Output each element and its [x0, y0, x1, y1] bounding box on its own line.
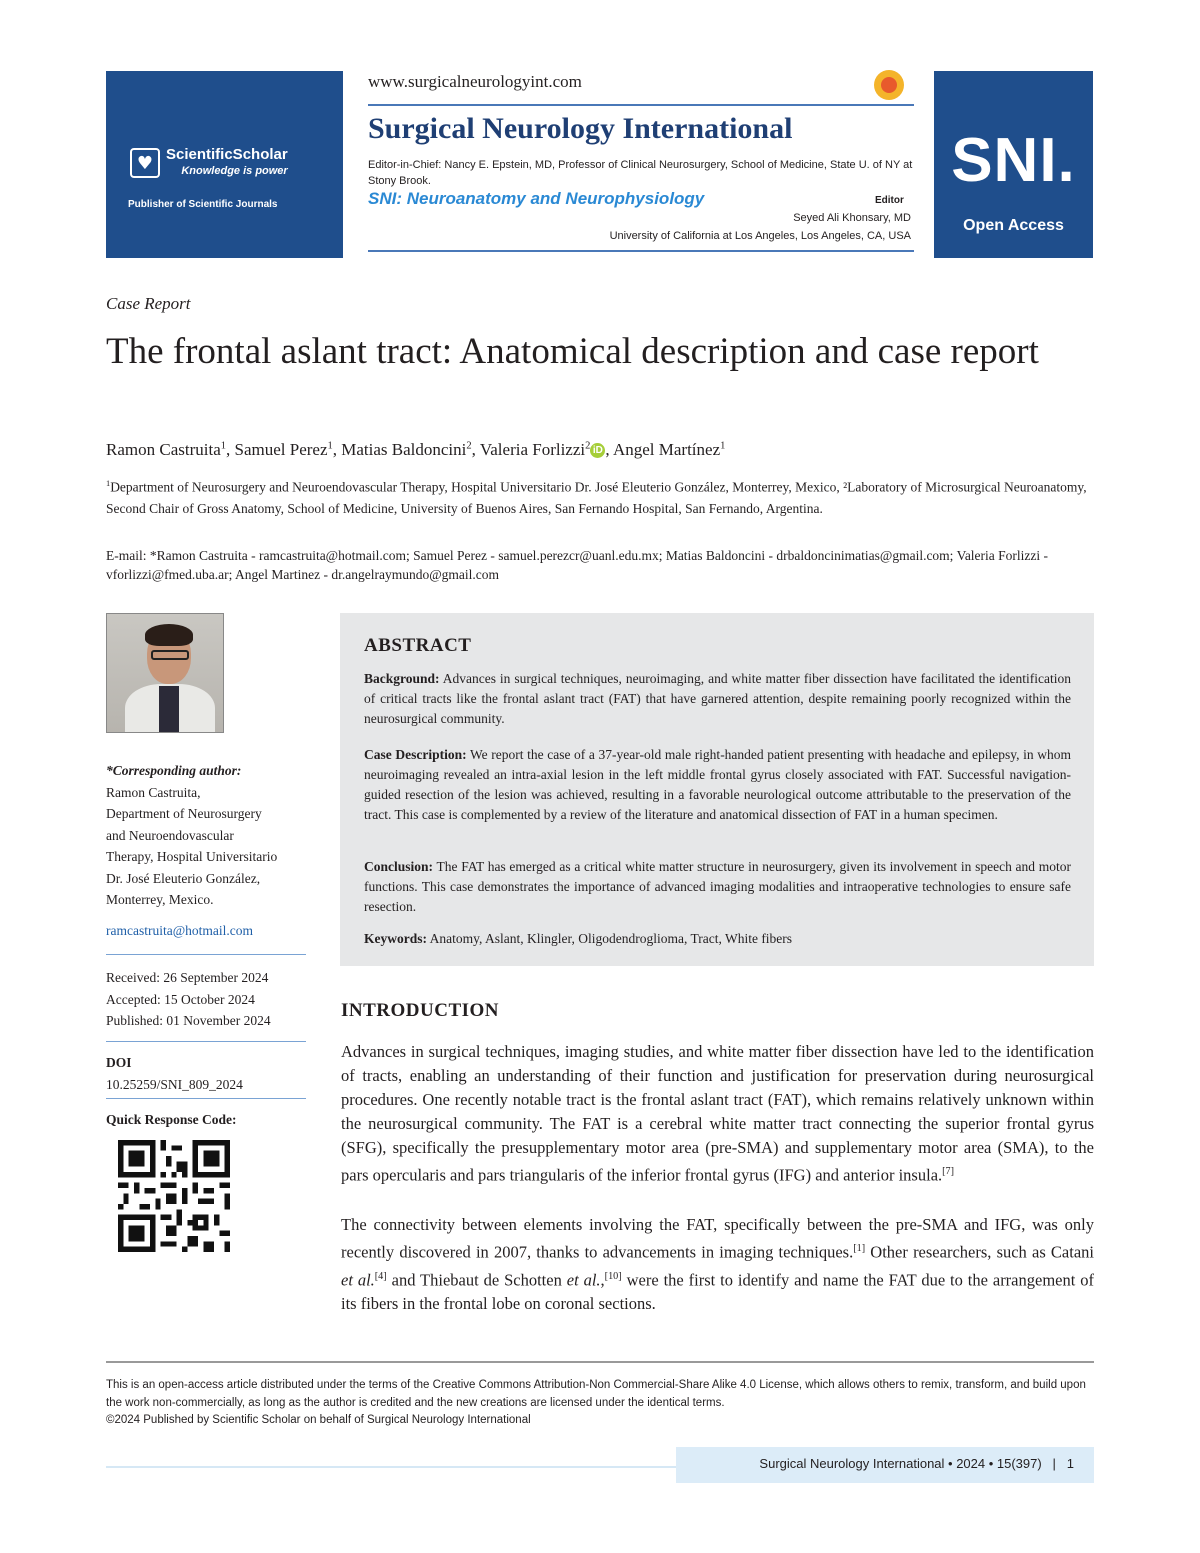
open-access-label: Open Access — [963, 217, 1064, 234]
editor-in-chief: Editor-in-Chief: Nancy E. Epstein, MD, Professor of Clinical Neurosurgery, School of Medicine, State U. of NY at Stony Brook. — [368, 159, 913, 187]
author-list: Ramon Castruita$^1$, Samuel Perez$^1$, Matias Baldoncini$^2$, Valeria Forlizzi$^2$ iD , Angel Martínez$^1$ — [106, 440, 726, 459]
introduction-paragraph: The connectivity between elements involving the FAT, specifically between the pre-SMA and IFG, was only recently discovered in 2007, thanks to advancements in imaging techniques.[1] Other researchers, such as Catani et al.[4] and Thiebaut de Schotten et al.,[10] were the first to identify and name the FAT due to the arrangement of its fibers in the frontal lobe on coronal sections. — [341, 1215, 1094, 1313]
journal-title: Surgical Neurology International — [368, 112, 793, 145]
editor-label: Editor — [875, 195, 904, 206]
header-divider — [368, 104, 914, 106]
article-type: Case Report — [106, 294, 191, 313]
citation-link[interactable]: [4] — [374, 1270, 387, 1282]
abstract-conclusion: Conclusion: The FAT has emerged as a critical white matter structure in neurosurgery, given its involvement in speech and motor functions. This case demonstrates the importance of advanced imaging modalities and intraoperative technologies to ensure safe resection. — [364, 859, 1071, 914]
author-emails: E-mail: *Ramon Castruita - ramcastruita@hotmail.com; Samuel Perez - samuel.perezcr@uanl.edu.mx; Matias Baldoncini - drbaldoncinimatias@gmail.com; Valeria Forlizzi - vforlizzi@fmed.uba.ar; Angel Martinez - dr.angelraymundo@gmail.com — [106, 548, 1049, 582]
article-title: The frontal aslant tract: Anatomical description and case report — [106, 331, 1039, 372]
abstract-box — [340, 613, 1094, 966]
publisher-logo — [130, 147, 288, 179]
author-name: Ramon Castruita — [106, 440, 221, 459]
author-name: Samuel Perez — [234, 440, 328, 459]
author-photo — [106, 613, 224, 733]
doi: DOI 10.25259/SNI_809_2024 — [106, 1052, 306, 1095]
license-text: This is an open-access article distributed under the terms of the Creative Commons Attribution-Non Commercial-Share Alike 4.0 License, which allows others to remix, transform, and build upon the work non-commercially, as long as the author is credited and the new creations are licensed under the identical terms. ©2024 Published by Scientific Scholar on behalf of Surgical Neurology International — [106, 1379, 1086, 1426]
publisher-tagline: Knowledge is power — [181, 165, 288, 177]
editor-affiliation: University of California at Los Angeles, Los Angeles, CA, USA — [609, 230, 911, 242]
sidebar-divider — [106, 954, 306, 955]
abstract-case-description: Case Description: We report the case of a 37-year-old male right-handed patient presenting with headache and epilepsy, in whom neuroimaging revealed an intra-axial lesion in the left middle frontal gyrus closely associated with FAT. Successful navigation-guided resection of the lesion was achieved, resulting in a favorable neurological outcome attributable to the preservation of the tract. This case is complemented by a review of the literature and anatomical dissection of FAT in a human specimen. — [364, 747, 1072, 822]
publisher-caption: Publisher of Scientific Journals — [128, 199, 278, 210]
publisher-logo-box — [106, 71, 343, 258]
citation-link[interactable]: [7] — [942, 1166, 955, 1177]
footer-citation-box: Surgical Neurology International • 2024 • 15(397) | 1 — [676, 1447, 1094, 1483]
introduction-heading: INTRODUCTION — [341, 1000, 500, 1021]
corresponding-author: *Corresponding author: Ramon Castruita, Department of Neurosurgery and Neuroendovascular Therapy, Hospital Universitario Dr. José Eleuterio González, Monterrey, Mexico. — [106, 763, 278, 907]
footer-citation: Surgical Neurology International • 2024 • 15(397) — [759, 1456, 1042, 1471]
page-number: 1 — [1066, 1456, 1074, 1471]
editor-name: Seyed Ali Khonsary, MD — [793, 212, 911, 224]
journal-section: SNI: Neuroanatomy and Neurophysiology — [368, 189, 705, 208]
citation-link[interactable]: [10] — [604, 1270, 622, 1282]
corresponding-email-link[interactable]: ramcastruita@hotmail.com — [106, 923, 254, 938]
qr-label: Quick Response Code: — [106, 1112, 237, 1127]
abstract-keywords: Keywords: Anatomy, Aslant, Klingler, Oligodendroglioma, Tract, White fibers — [364, 931, 793, 946]
abstract-heading: ABSTRACT — [364, 635, 472, 656]
introduction-paragraph: Advances in surgical techniques, imaging studies, and white matter fiber dissection have led to the identification of tracts, enabling an understanding of their function and justification for preservation during neurosurgical procedures. One recently notable tract is the frontal aslant tract (FAT), which remains relatively unknown within the neurosurgical community. The FAT is a cerebral white matter tract connecting the superior frontal gyrus (SFG), specifically the presupplementary motor area (pre-SMA) and supplementary motor area (SMA), to the pars opercularis and pars triangularis of the inferior frontal gyrus (IFG) and anterior insula.[7] — [341, 1042, 1094, 1185]
footer-band — [106, 1466, 676, 1468]
sni-logo: SNI. — [951, 126, 1076, 195]
doi-link[interactable]: 10.25259/SNI_809_2024 — [106, 1076, 243, 1092]
author-name: Matias Baldoncini — [341, 440, 467, 459]
affiliations: $^1$Department of Neurosurgery and Neuroendovascular Therapy, Hospital Universitario Dr. José Eleuterio González, Monterrey, Mexico, ²Laboratory of Microsurgical Neuroanatomy, Second Chair of Gross Anatomy, School of Medicine, University of Buenos Aires, San Fernando Hospital, San Fernando, Argentina. — [106, 479, 1087, 516]
open-access-icon — [874, 70, 904, 100]
sidebar-divider — [106, 1041, 306, 1042]
author-name: Valeria Forlizzi — [479, 440, 586, 459]
sni-logo-box — [934, 71, 1093, 258]
header-divider — [368, 250, 914, 252]
abstract-background: Background: Advances in surgical techniques, neuroimaging, and white matter fiber dissection have facilitated the identification of critical tracts like the frontal aslant tract (FAT) that have garnered attention, despite remaining poorly recognized within the neurosurgical community. — [364, 671, 1071, 726]
sidebar-divider — [106, 1098, 306, 1099]
site-url-link[interactable]: www.surgicalneurologyint.com — [368, 72, 582, 91]
footer-divider — [106, 1361, 1094, 1363]
publisher-name: ScientificScholar — [166, 146, 288, 163]
author-name: Angel Martínez — [612, 440, 721, 459]
heart-icon: ♥ — [130, 148, 160, 178]
qr-code[interactable] — [118, 1140, 230, 1252]
article-dates: Received: 26 September 2024 Accepted: 15 October 2024 Published: 01 November 2024 — [106, 970, 271, 1028]
citation-link[interactable]: [1] — [853, 1243, 866, 1254]
orcid-icon[interactable]: iD — [590, 443, 605, 458]
